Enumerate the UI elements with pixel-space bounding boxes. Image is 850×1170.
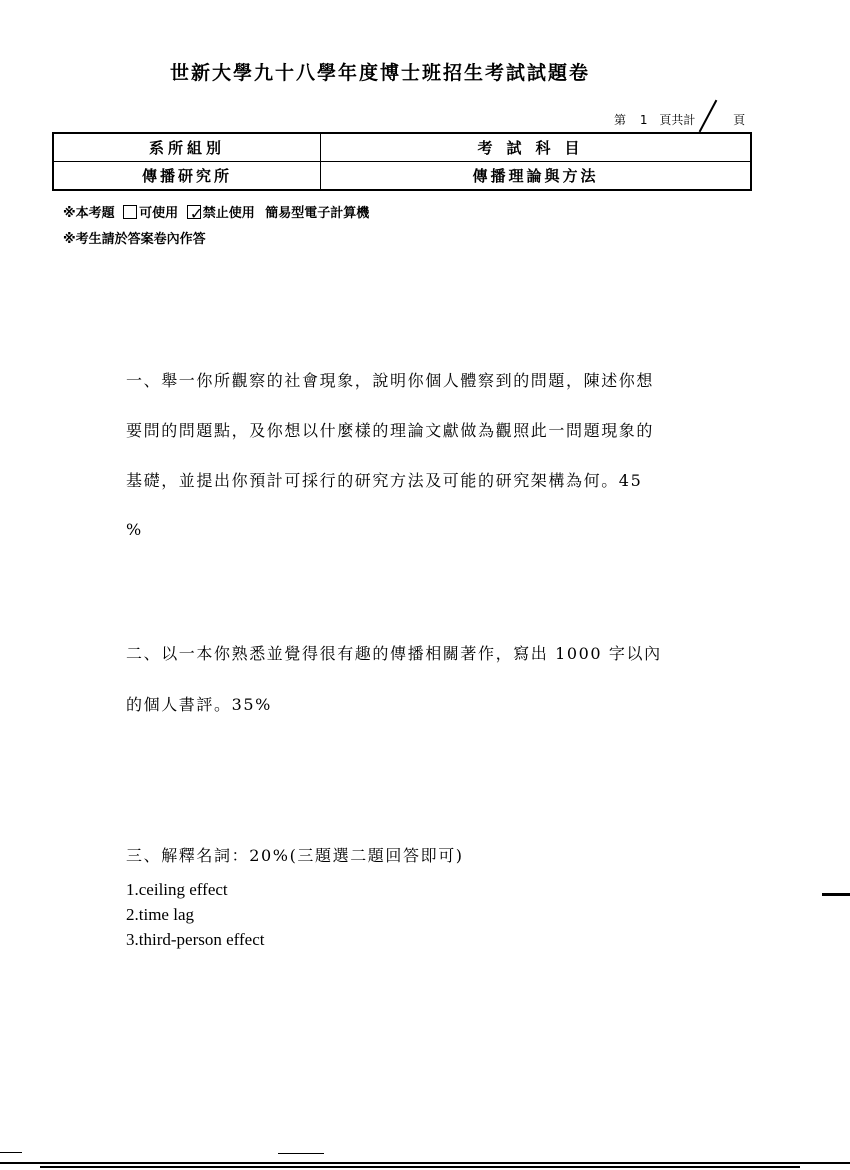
q2-line-1: 二、以一本你熟悉並覺得很有趣的傳播相關著作，寫出 1000 字以內 [126,644,662,663]
calc-allowed-label: 可使用 [139,206,179,221]
term-2: 2.time lag [126,905,194,924]
forbidden-checkbox [187,204,204,223]
answer-note: ※考生請於答案卷內作答 [63,232,206,247]
q1-line-2: 要問的問題點，及你想以什麼樣的理論文獻做為觀照此一問題現象的 [126,421,655,440]
scan-bottom-line [0,1162,850,1164]
department-header: 系所組別 [53,133,321,162]
subject-cell: 傳播理論與方法 [321,162,752,191]
page-label-pre: 第 [614,113,627,127]
q1-line-3: 基礎，並提出你預計可採行的研究方法及可能的研究架構為何。45 [126,471,643,490]
q1-line-1: 一、舉一你所觀察的社會現象，說明你個人體察到的問題，陳述你想 [126,371,655,390]
scan-mark-mid [278,1153,324,1154]
calc-item: 簡易型電子計算機 [265,206,370,221]
check-mark-icon: ✓ [189,204,204,223]
q1-line-4: % [126,520,143,539]
q2-line-2: 的個人書評。35% [126,695,272,714]
page-number: 1 [639,113,648,127]
allowed-checkbox [123,205,137,219]
term-1: 1.ceiling effect [126,880,228,899]
department-cell: 傳播研究所 [53,162,321,191]
calc-forbidden-label: 禁止使用 [202,206,255,221]
page-count [614,111,745,128]
subject-header: 考試科目 [321,133,752,162]
term-3: 3.third-person effect [126,930,265,949]
page-label-post: 頁 [733,113,746,127]
scan-mark [822,893,850,896]
exam-title: 世新大學九十八學年度博士班招生考試試題卷 [169,62,590,84]
exam-info-table [52,132,752,191]
q3-title: 三、解釋名詞：20%(三題選二題回答即可) [126,846,464,865]
scan-mark-left [0,1152,22,1153]
scan-bottom-line-2 [40,1166,800,1168]
page-label-mid: 頁共計 [659,113,696,127]
calculator-note [63,202,369,221]
calc-prefix: ※本考題 [63,206,115,221]
